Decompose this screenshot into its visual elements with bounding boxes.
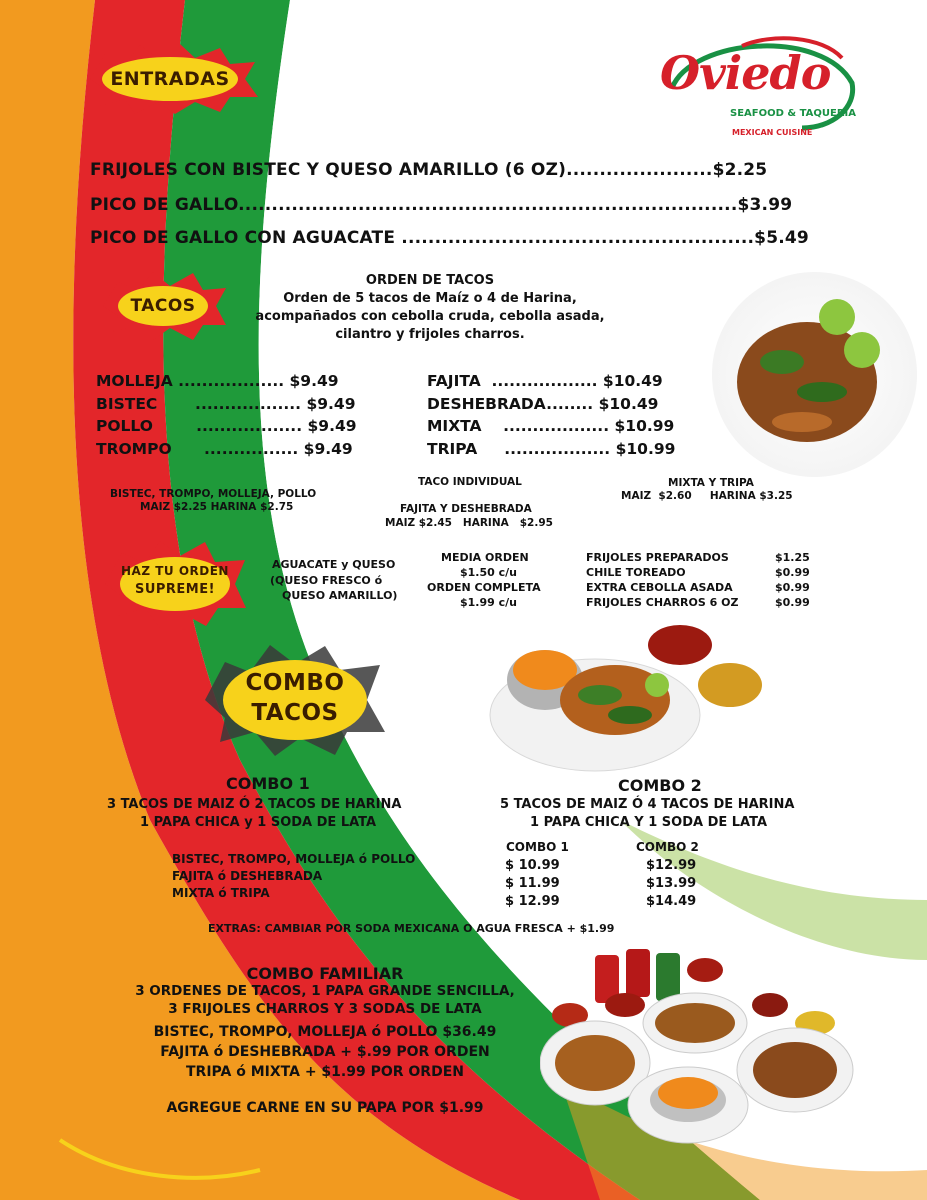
combo-row-c2: $13.99 — [646, 876, 697, 891]
combo-row-label: MIXTA ó TRIPA — [172, 886, 270, 900]
taco-dots: ........ — [546, 395, 594, 413]
entrada-label: PICO DE GALLO — [90, 195, 239, 215]
tacos-label: TACOS — [130, 296, 196, 316]
supreme-badge — [100, 538, 250, 630]
familiar-line: AGREGUE CARNE EN SU PAPA POR $1.99 — [166, 1100, 484, 1116]
taco-label: TRIPA — [427, 440, 478, 458]
combo-label-2: TACOS — [251, 700, 339, 726]
taco-row — [427, 417, 674, 435]
familiar-block — [100, 965, 550, 1118]
taco-label: DESHEBRADA — [427, 395, 547, 413]
taco-price: $10.99 — [614, 417, 675, 435]
supreme-col2-line: $1.99 c/u — [460, 596, 517, 609]
individual-right-2: MAIZ $2.60 HARINA $3.25 — [621, 490, 793, 502]
individual-mid-1: FAJITA Y DESHEBRADA — [400, 503, 532, 515]
entrada-price: $2.25 — [712, 160, 768, 180]
taco-price: $9.49 — [303, 440, 353, 458]
taco-row — [427, 440, 675, 458]
individual-header: TACO INDIVIDUAL — [418, 476, 522, 488]
combo-row-c1: $ 12.99 — [505, 894, 560, 909]
individual-right-1: MIXTA Y TRIPA — [668, 477, 754, 489]
combo2-title: COMBO 2 — [618, 776, 702, 795]
taco-dots: .................. — [480, 372, 598, 390]
supreme-extra-label: CHILE TOREADO — [586, 566, 686, 579]
taco-label: BISTEC — [96, 395, 158, 413]
taco-row — [427, 395, 658, 413]
entradas-badge — [80, 42, 260, 116]
entrada-row — [90, 228, 809, 248]
supreme-extra-label: FRIJOLES CHARROS 6 OZ — [586, 596, 739, 609]
supreme-col2-line: ORDEN COMPLETA — [427, 581, 541, 594]
combo1-line: 1 PAPA CHICA y 1 SODA DE LATA — [140, 815, 377, 830]
taco-price: $10.99 — [615, 440, 676, 458]
supreme-extra-label: EXTRA CEBOLLA ASADA — [586, 581, 733, 594]
supreme-col2-line: $1.50 c/u — [460, 566, 517, 579]
tacos-badge — [98, 270, 228, 342]
taco-dots: ................ — [171, 440, 299, 458]
familiar-line: FAJITA ó DESHEBRADA + $.99 POR ORDEN — [160, 1044, 490, 1060]
orden-block — [255, 272, 605, 344]
logo — [652, 28, 862, 146]
logo-name: Oviedo — [660, 46, 831, 100]
logo-tagline: SEAFOOD & TAQUERIA — [730, 108, 856, 119]
taco-row — [96, 440, 353, 458]
taco-row — [427, 372, 663, 390]
taco-price: $10.49 — [598, 395, 659, 413]
individual-left-1: BISTEC, TROMPO, MOLLEJA, POLLO — [110, 488, 317, 500]
combo-row-label: FAJITA ó DESHEBRADA — [172, 869, 323, 883]
supreme-col1-line: QUESO AMARILLO) — [282, 589, 398, 602]
combo1-line: 3 TACOS DE MAIZ Ó 2 TACOS DE HARINA — [107, 797, 402, 812]
familiar-title: COMBO FAMILIAR — [246, 964, 404, 983]
tacos-plate-photo — [712, 272, 917, 477]
taco-label: POLLO — [96, 417, 153, 435]
taco-row — [96, 395, 355, 413]
familiar-line: BISTEC, TROMPO, MOLLEJA ó POLLO $36.49 — [153, 1024, 497, 1040]
entrada-dots: ...................... — [566, 160, 713, 180]
combo-row-c2: $12.99 — [646, 858, 697, 873]
individual-mid-2: MAIZ $2.45 HARINA $2.95 — [385, 517, 553, 529]
taco-price: $9.49 — [307, 417, 357, 435]
familiar-line: 3 ORDENES DE TACOS, 1 PAPA GRANDE SENCILLA, — [135, 983, 515, 999]
taco-price: $9.49 — [306, 395, 356, 413]
supreme-extra-price: $0.99 — [775, 596, 810, 609]
combo-row-c2: $14.49 — [646, 894, 697, 909]
combo-plate-photo — [485, 615, 785, 775]
supreme-label-1: HAZ TU ORDEN — [121, 564, 229, 578]
supreme-extra-price: $0.99 — [775, 581, 810, 594]
family-meal-photo — [540, 945, 870, 1145]
taco-label: FAJITA — [427, 372, 481, 390]
combo1-title: COMBO 1 — [226, 774, 310, 793]
taco-price: $9.49 — [289, 372, 339, 390]
combo-row-c1: $ 11.99 — [505, 876, 560, 891]
supreme-col1-line: AGUACATE y QUESO — [272, 558, 396, 571]
entrada-label: FRIJOLES CON BISTEC Y QUESO AMARILLO (6 OZ) — [90, 160, 567, 180]
orden-line: acompañados con cebolla cruda, cebolla asada, — [255, 309, 605, 324]
supreme-extra-price: $1.25 — [775, 551, 810, 564]
supreme-col1-line: (QUESO FRESCO ó — [270, 574, 383, 587]
combo-label-1: COMBO — [245, 670, 345, 696]
taco-dots: .................. — [157, 395, 302, 413]
orden-title: ORDEN DE TACOS — [365, 273, 495, 288]
taco-dots: .................. — [172, 372, 285, 390]
combo-row-label: BISTEC, TROMPO, MOLLEJA ó POLLO — [172, 852, 416, 866]
entradas-label: ENTRADAS — [110, 68, 230, 90]
orden-line: Orden de 5 tacos de Maíz o 4 de Harina, — [283, 291, 577, 306]
combo-col2-header: COMBO 2 — [636, 840, 699, 854]
combo2-line: 5 TACOS DE MAIZ Ó 4 TACOS DE HARINA — [500, 797, 795, 812]
combo-col1-header: COMBO 1 — [506, 840, 569, 854]
combo-tacos-badge — [195, 640, 395, 760]
familiar-line: TRIPA ó MIXTA + $1.99 POR ORDEN — [186, 1064, 464, 1080]
orden-line: cilantro y frijoles charros. — [335, 327, 525, 342]
taco-dots: .................. — [152, 417, 303, 435]
supreme-extra-label: FRIJOLES PREPARADOS — [586, 551, 729, 564]
taco-label: MOLLEJA — [96, 372, 173, 390]
entrada-price: $3.99 — [737, 195, 793, 215]
taco-price: $10.49 — [602, 372, 663, 390]
entrada-price: $5.49 — [754, 228, 809, 248]
familiar-line: 3 FRIJOLES CHARROS Y 3 SODAS DE LATA — [168, 1001, 482, 1017]
taco-row — [96, 417, 357, 435]
entrada-dots: ........................................................................... — [238, 195, 738, 215]
taco-dots: .................. — [481, 417, 610, 435]
taco-row — [96, 372, 339, 390]
logo-subtitle: MEXICAN CUISINE — [732, 128, 813, 137]
taco-label: MIXTA — [427, 417, 482, 435]
entrada-row — [90, 160, 767, 180]
entrada-label: PICO DE GALLO CON AGUACATE — [90, 228, 396, 248]
supreme-label-2: SUPREME! — [134, 582, 216, 597]
combo-extras: EXTRAS: CAMBIAR POR SODA MEXICANA O AGUA FRESCA + $1.99 — [208, 922, 615, 935]
combo-row-c1: $ 10.99 — [505, 858, 560, 873]
supreme-extra-price: $0.99 — [775, 566, 810, 579]
taco-label: TROMPO — [96, 440, 172, 458]
supreme-col2-line: MEDIA ORDEN — [441, 551, 529, 564]
entrada-row — [90, 195, 792, 215]
entrada-dots: ..................................................... — [395, 228, 755, 248]
combo2-line: 1 PAPA CHICA Y 1 SODA DE LATA — [530, 815, 768, 830]
individual-left-2: MAIZ $2.25 HARINA $2.75 — [140, 501, 294, 513]
taco-dots: .................. — [477, 440, 611, 458]
